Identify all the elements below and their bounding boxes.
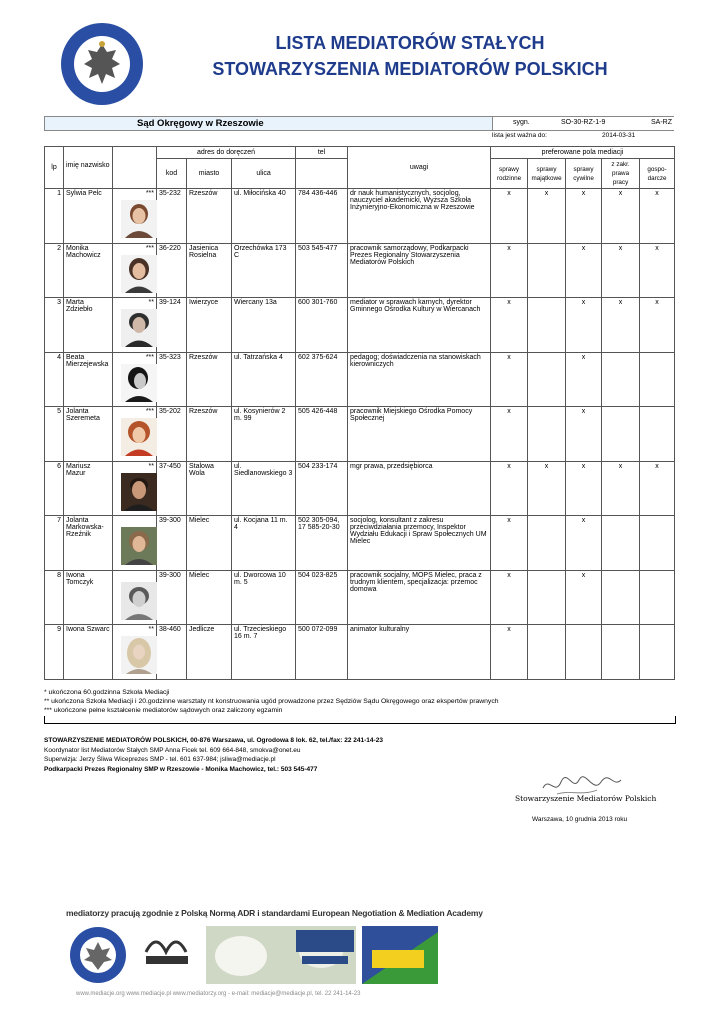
table-row xyxy=(45,243,675,298)
table-row xyxy=(45,407,675,462)
cell-name: Marta Zdziebło xyxy=(64,298,113,353)
cell-cywilne: x xyxy=(566,516,602,571)
cell-tel: 505 426-448 xyxy=(296,407,348,462)
cell-cywilne: x xyxy=(566,461,602,516)
mediator-photo xyxy=(121,364,157,402)
cell-ulica: Wiercany 13a xyxy=(232,298,296,353)
header-rodzinne: sprawy rodzinne xyxy=(491,159,528,189)
mediator-photo xyxy=(121,200,157,238)
header-majatkowe: sprawy majątkowe xyxy=(528,159,566,189)
banner-links: www.mediacje.org www.mediacje.pl www.mediatorzy.org - e-mail: mediacje@mediacje.pl, tel. 22 241-14-23 xyxy=(76,991,361,997)
table-row xyxy=(45,461,675,516)
cell-photo xyxy=(113,352,157,407)
cell-lp: 8 xyxy=(45,570,64,625)
cell-prawa-pracy xyxy=(602,516,640,571)
footer-regional-president: Podkarpacki Prezes Regionalny SMP w Rzeszowie - Monika Machowicz, tel.: 503 545-477 xyxy=(44,765,318,773)
cell-miasto: Mielec xyxy=(187,570,232,625)
header-tel: tel xyxy=(296,147,348,159)
cell-prawa-pracy xyxy=(602,570,640,625)
sygn-label: sygn. xyxy=(513,119,530,126)
footnotes xyxy=(44,688,499,715)
cell-gospodarcze xyxy=(640,407,675,462)
cell-photo xyxy=(113,516,157,571)
header-lp: lp xyxy=(45,147,64,189)
cell-kod: 35-323 xyxy=(157,352,187,407)
cell-uwagi: dr nauk humanistycznych, socjolog, nauczyciel akademicki, Wyższa Szkoła Inżynieryjno-Ekonomiczna w Rzeszowie xyxy=(348,189,491,244)
cell-tel: 600 301-760 xyxy=(296,298,348,353)
cell-uwagi: mediator w sprawach karnych, dyrektor Gminnego Ośrodka Kultury w Wiercanach xyxy=(348,298,491,353)
cell-miasto: Stalowa Wola xyxy=(187,461,232,516)
cell-rodzinne: x xyxy=(491,243,528,298)
cell-stars: *** xyxy=(145,244,154,252)
cell-stars: ** xyxy=(148,462,154,470)
cell-majatkowe xyxy=(528,625,566,680)
footer-address: STOWARZYSZENIE MEDIATORÓW POLSKICH, 00-876 Warszawa, ul. Ogrodowa 8 lok. 62, tel./fax: 22 241-14-23 xyxy=(44,737,383,744)
cell-gospodarcze xyxy=(640,625,675,680)
mediator-photo xyxy=(121,582,157,620)
footer-coordinator: Koordynator list Mediatorów Stałych SMP Anna Ficek tel. 609 664-848, smokva@onet.eu xyxy=(44,746,301,754)
cell-tel: 502 305-094, 17 585-20-30 xyxy=(296,516,348,571)
table-row xyxy=(45,352,675,407)
cell-prawa-pracy xyxy=(602,407,640,462)
cell-gospodarcze xyxy=(640,516,675,571)
cell-prawa-pracy: x xyxy=(602,243,640,298)
cell-name: Sylwia Pelc xyxy=(64,189,113,244)
footer-supervision: Superwizja: Jerzy Śliwa Wiceprezes SMP - tel. 601 637-984; jsliwa@mediacje.pl xyxy=(44,756,276,763)
title-line-1: LISTA MEDIATORÓW STAŁYCH xyxy=(275,33,545,53)
signature-org: Stowarzyszenie Mediatorów Polskich xyxy=(515,794,657,803)
cell-photo xyxy=(113,570,157,625)
cell-ulica: ul. Miłocińska 40 xyxy=(232,189,296,244)
cell-majatkowe xyxy=(528,570,566,625)
cell-prawa-pracy: x xyxy=(602,298,640,353)
cell-stars: *** xyxy=(145,408,154,415)
cell-tel: 784 436-446 xyxy=(296,189,348,244)
cell-prawa-pracy: x xyxy=(602,461,640,516)
sygn-value: SO-30-RZ-1-9 xyxy=(561,119,606,126)
mediator-photo xyxy=(121,255,157,293)
cell-cywilne: x xyxy=(566,570,602,625)
cell-cywilne: x xyxy=(566,407,602,462)
cell-cywilne: x xyxy=(566,243,602,298)
footnote-1: * ukończona 60.godzinna Szkoła Mediacji xyxy=(44,689,170,696)
mediator-photo xyxy=(121,473,157,511)
cell-uwagi: animator kulturalny xyxy=(348,625,491,680)
court-bar xyxy=(44,116,674,131)
banner-tagline: mediatorzy pracują zgodnie z Polską Normą ADR i standardami European Negotiation & Mediation Academy xyxy=(66,908,483,918)
header-tel-sub xyxy=(296,159,348,189)
contact-footer xyxy=(44,736,383,774)
cell-gospodarcze xyxy=(640,570,675,625)
header-address: adres do doręczeń xyxy=(157,147,296,159)
association-seal-logo xyxy=(60,22,144,106)
cell-gospodarcze: x xyxy=(640,189,675,244)
issue-date: Warszawa, 10 grudnia 2013 roku xyxy=(532,816,628,823)
cell-name: Iwona Tomczyk xyxy=(64,570,113,625)
cell-miasto: Iwierzyce xyxy=(187,298,232,353)
title-line-2: STOWARZYSZENIA MEDIATORÓW POLSKICH xyxy=(212,59,608,79)
page-title xyxy=(160,30,660,82)
cell-name: Iwona Szwarc xyxy=(64,625,113,680)
cell-name: Beata Mierzejewska xyxy=(64,352,113,407)
cell-majatkowe: x xyxy=(528,461,566,516)
cell-uwagi: socjolog, konsultant z zakresu przeciwdziałania przemocy, Inspektor Wydziału Edukacji i Spraw Społecznych UM Mielec xyxy=(348,516,491,571)
court-name: Sąd Okręgowy w Rzeszowie xyxy=(137,118,264,129)
cell-uwagi: pracownik socjalny, MOPS Mielec, praca z trudnym klientem, specjalizacja: przemoc domowa xyxy=(348,570,491,625)
cell-photo xyxy=(113,625,157,680)
footnote-2: ** ukończona Szkoła Mediacji i 20.godzinne warsztaty nt konstruowania ugód prowadzone przez Sędziów Sądu Okręgowego oraz ekspertów prawnych xyxy=(44,698,499,705)
cell-majatkowe xyxy=(528,516,566,571)
cell-photo xyxy=(113,407,157,462)
cell-photo xyxy=(113,243,157,298)
cell-miasto: Jasienica Rosielna xyxy=(187,243,232,298)
cell-photo xyxy=(113,298,157,353)
cell-gospodarcze xyxy=(640,352,675,407)
valid-label: lista jest ważna do: xyxy=(492,132,547,139)
cell-kod: 35-232 xyxy=(157,189,187,244)
cell-lp: 9 xyxy=(45,625,64,680)
cell-ulica: ul. Kosynierów 2 m. 99 xyxy=(232,407,296,462)
signature-block xyxy=(515,774,665,808)
cell-prawa-pracy xyxy=(602,625,640,680)
cell-kod: 39-300 xyxy=(157,516,187,571)
cell-tel: 504 023-825 xyxy=(296,570,348,625)
cell-tel: 602 375-624 xyxy=(296,352,348,407)
cell-kod: 39-300 xyxy=(157,570,187,625)
cell-photo xyxy=(113,189,157,244)
cell-rodzinne: x xyxy=(491,189,528,244)
cell-miasto: Rzeszów xyxy=(187,189,232,244)
cell-uwagi: mgr prawa, przedsiębiorca xyxy=(348,461,491,516)
cell-stars: *** xyxy=(145,353,154,361)
cell-stars: *** xyxy=(145,190,154,197)
cell-prawa-pracy: x xyxy=(602,189,640,244)
cell-miasto: Rzeszów xyxy=(187,407,232,462)
cell-cywilne xyxy=(566,625,602,680)
mediator-photo xyxy=(121,309,157,347)
cell-majatkowe xyxy=(528,352,566,407)
header-photo xyxy=(113,147,157,189)
cell-kod: 35-202 xyxy=(157,407,187,462)
cell-miasto: Rzeszów xyxy=(187,352,232,407)
cell-rodzinne: x xyxy=(491,298,528,353)
cell-name: Mariusz Mazur xyxy=(64,461,113,516)
cell-lp: 1 xyxy=(45,189,64,244)
mediator-photo xyxy=(121,527,157,565)
cell-kod: 39-124 xyxy=(157,298,187,353)
table-row xyxy=(45,189,675,244)
cell-lp: 4 xyxy=(45,352,64,407)
cell-lp: 6 xyxy=(45,461,64,516)
footnote-3: *** ukończone pełne kształcenie mediatorów sądowych oraz zaliczony egzamin xyxy=(44,707,283,714)
cell-ulica: ul. Kocjana 11 m. 4 xyxy=(232,516,296,571)
cell-ulica: ul. Trzecieskiego 16 m. 7 xyxy=(232,625,296,680)
header-cywilne: sprawy cywilne xyxy=(566,159,602,189)
valid-date: 2014-03-31 xyxy=(602,132,636,139)
cell-rodzinne: x xyxy=(491,407,528,462)
cell-tel: 500 072-099 xyxy=(296,625,348,680)
table-row xyxy=(45,570,675,625)
table-row xyxy=(45,298,675,353)
cell-lp: 3 xyxy=(45,298,64,353)
header-gospodarcze: gospo- darcze xyxy=(640,159,675,189)
cell-uwagi: pracownik Miejskiego Ośrodka Pomocy Społecznej xyxy=(348,407,491,462)
cell-tel: 503 545-477 xyxy=(296,243,348,298)
cell-majatkowe: x xyxy=(528,189,566,244)
cell-miasto: Jedlicze xyxy=(187,625,232,680)
cell-rodzinne: x xyxy=(491,352,528,407)
cell-gospodarcze: x xyxy=(640,243,675,298)
cell-ulica: ul. Tatrzańska 4 xyxy=(232,352,296,407)
cell-gospodarcze: x xyxy=(640,461,675,516)
cell-majatkowe xyxy=(528,298,566,353)
mediators-table xyxy=(44,146,675,680)
cell-kod: 36-220 xyxy=(157,243,187,298)
cell-ulica: ul. Dworcowa 10 m. 5 xyxy=(232,570,296,625)
header-kod: kod xyxy=(157,159,187,189)
cell-lp: 7 xyxy=(45,516,64,571)
divider-box xyxy=(44,716,676,724)
mediator-photo xyxy=(121,418,157,456)
cell-name: Jolanta Markowska-Rzeźnik xyxy=(64,516,113,571)
cell-cywilne: x xyxy=(566,298,602,353)
cell-lp: 5 xyxy=(45,407,64,462)
cell-photo xyxy=(113,461,157,516)
table-row xyxy=(45,516,675,571)
sygn-box xyxy=(492,117,675,130)
cell-rodzinne: x xyxy=(491,516,528,571)
cell-majatkowe xyxy=(528,243,566,298)
cell-cywilne: x xyxy=(566,352,602,407)
cell-cywilne: x xyxy=(566,189,602,244)
cell-rodzinne: x xyxy=(491,625,528,680)
cell-uwagi: pedagog; doświadczenia na stanowiskach kierowniczych xyxy=(348,352,491,407)
court-code: SA-RZ xyxy=(651,119,672,126)
header-uwagi: uwagi xyxy=(348,147,491,189)
cell-ulica: Orzechówka 173 C xyxy=(232,243,296,298)
mediator-photo xyxy=(121,636,157,674)
header-prawa-pracy: z zakr. prawa pracy xyxy=(602,159,640,189)
cell-kod: 38-460 xyxy=(157,625,187,680)
header-ulica: ulica xyxy=(232,159,296,189)
footer-banner xyxy=(66,908,666,1006)
cell-gospodarcze: x xyxy=(640,298,675,353)
cell-stars: ** xyxy=(148,299,154,306)
table-row xyxy=(45,625,675,680)
cell-ulica: ul. Siedlanowskiego 3 xyxy=(232,461,296,516)
header-miasto: miasto xyxy=(187,159,232,189)
cell-name: Jolanta Szeremeta xyxy=(64,407,113,462)
cell-kod: 37-450 xyxy=(157,461,187,516)
cell-majatkowe xyxy=(528,407,566,462)
cell-lp: 2 xyxy=(45,243,64,298)
cell-stars: ** xyxy=(148,626,154,633)
partner-logos xyxy=(66,922,666,988)
cell-miasto: Mielec xyxy=(187,516,232,571)
cell-prawa-pracy xyxy=(602,352,640,407)
cell-rodzinne: x xyxy=(491,570,528,625)
cell-tel: 504 233-174 xyxy=(296,461,348,516)
cell-uwagi: pracownik samorządowy, Podkarpacki Prezes Regionalny Stowarzyszenia Mediatorów Polskich xyxy=(348,243,491,298)
header-name: imię nazwisko xyxy=(64,147,113,189)
cell-name: Monika Machowicz xyxy=(64,243,113,298)
cell-rodzinne: x xyxy=(491,461,528,516)
header-pref: preferowane pola mediacji xyxy=(491,147,675,159)
